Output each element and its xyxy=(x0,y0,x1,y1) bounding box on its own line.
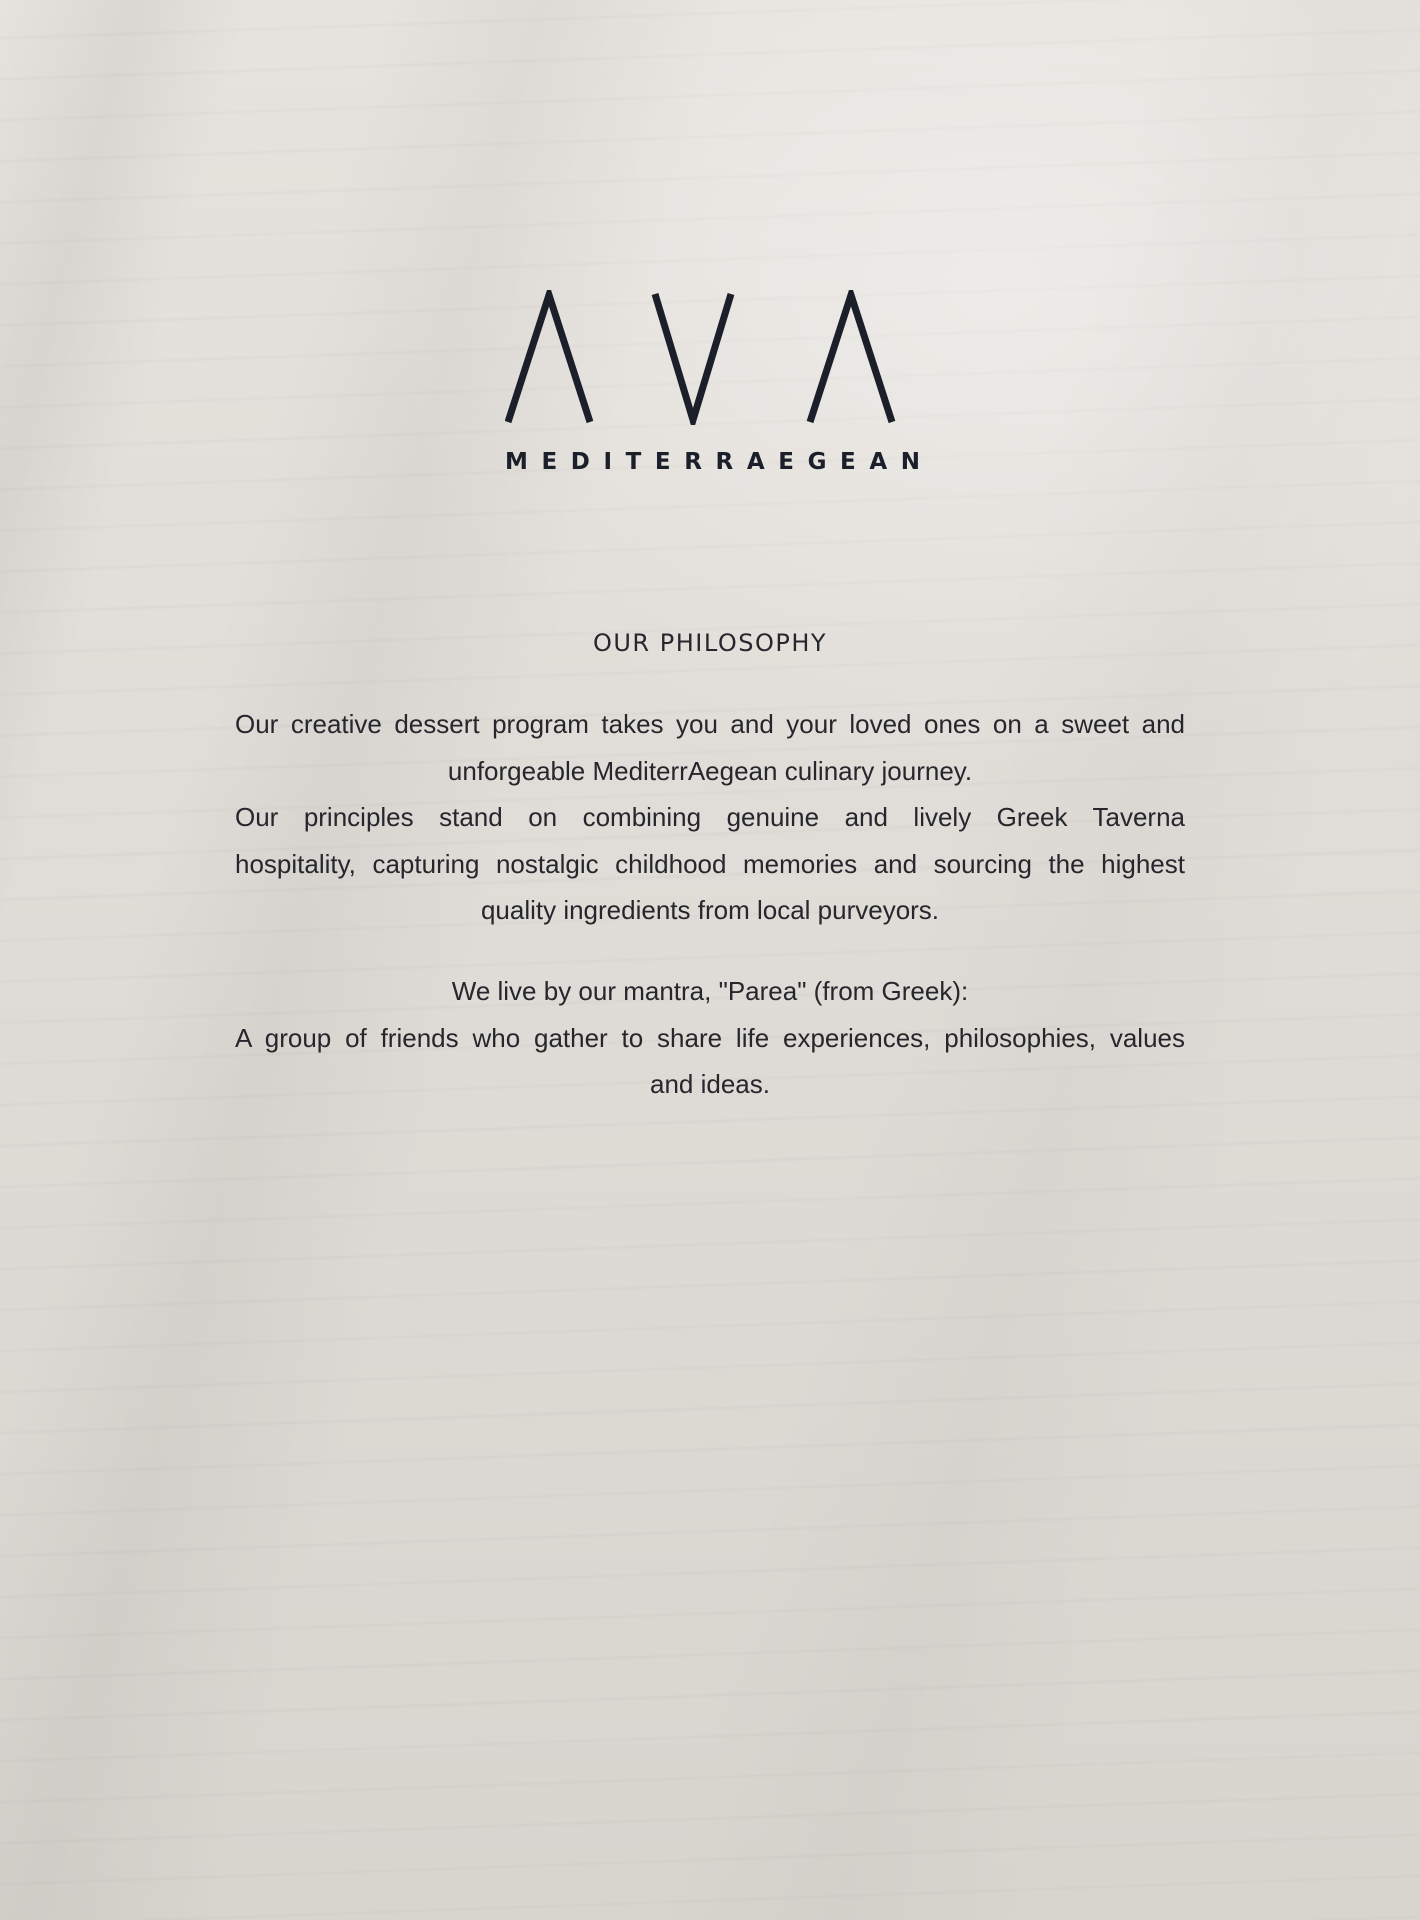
logo-tagline: MEDITERRAEGEAN xyxy=(505,449,934,475)
ava-logo-mark xyxy=(505,290,915,425)
section-heading: OUR PHILOSOPHY xyxy=(592,629,828,657)
paragraph-line: unforgeable MediterrAegean culinary journey. xyxy=(447,755,973,786)
paragraph-line: quality ingredients from local purveyors. xyxy=(480,895,940,925)
paragraph-line: Our principles stand on combining genuine and lively Greek Taverna xyxy=(235,802,1185,832)
paragraph-line: and ideas. xyxy=(650,1069,770,1099)
mantra-paragraph xyxy=(235,968,1185,1108)
philosophy-paragraph xyxy=(235,701,1185,934)
paragraph-line: hospitality, capturing nostalgic childhood memories and sourcing the highest xyxy=(235,848,1185,879)
paragraph-line: A group of friends who gather to share life experiences, philosophies, values xyxy=(235,1022,1185,1053)
paragraph-line: Our creative dessert program takes you and your loved ones on a sweet and xyxy=(235,709,1185,739)
paragraph-line: We live by our mantra, "Parea" (from Greek): xyxy=(451,976,969,1006)
